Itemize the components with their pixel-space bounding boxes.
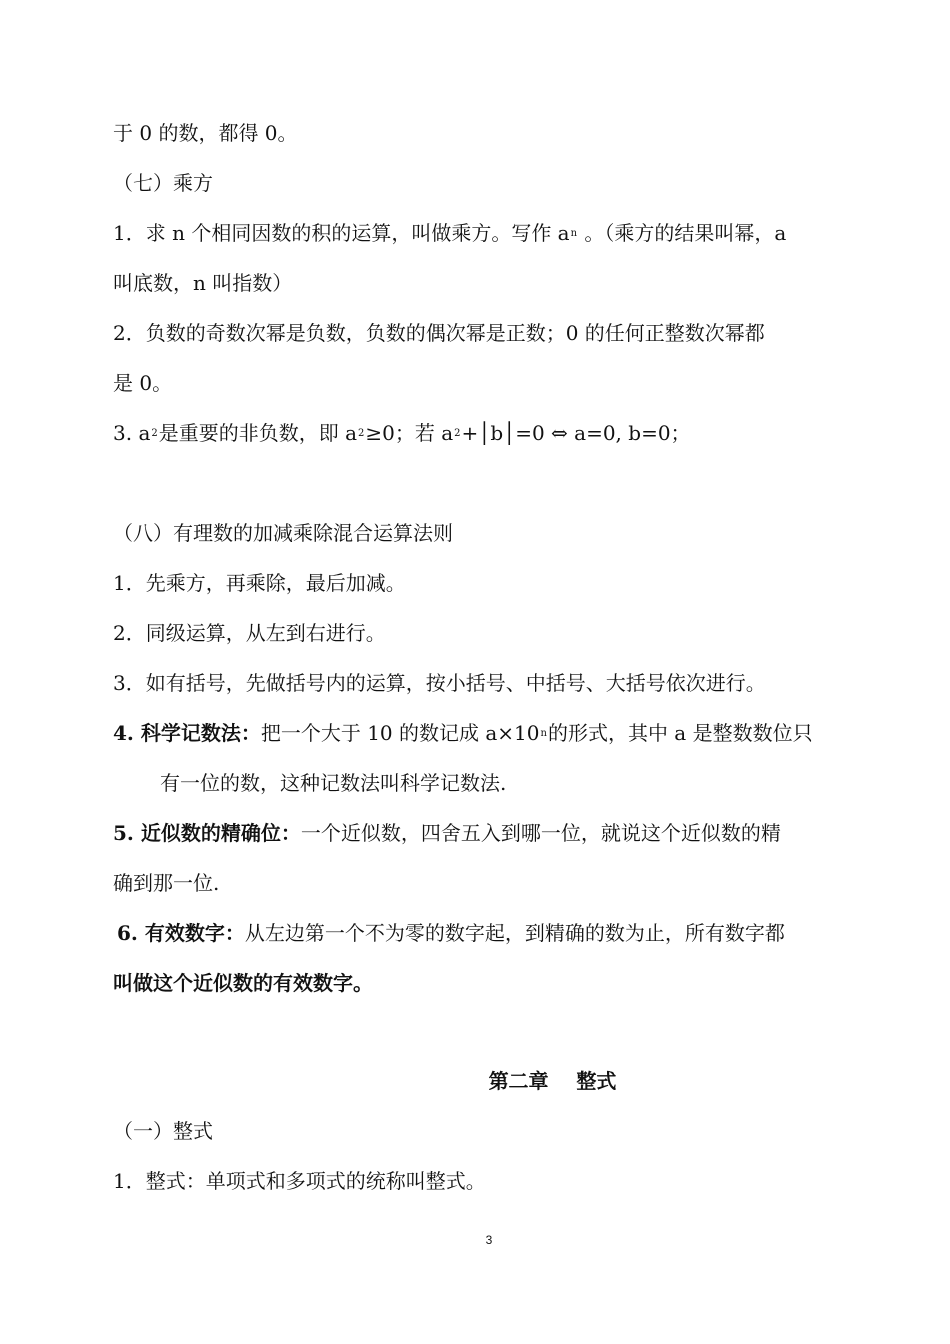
text-segment: 1．求 n 个相同因数的积的运算，叫做乘方。写作 a [113, 221, 570, 245]
text-segment: 的形式，其中 a 是整数数位只 [547, 721, 813, 745]
superscript: 2 [358, 428, 365, 439]
page-number: 3 [485, 1233, 493, 1247]
text-segment: 。（乘方的结果叫幂，a [578, 221, 787, 245]
text-line-13: 有一位的数，这种记数法叫科学记数法. [160, 771, 507, 795]
superscript: n [570, 228, 578, 239]
text-line-11: 3．如有括号，先做括号内的运算，按小括号、中括号、大括号依次进行。 [113, 671, 766, 695]
text-line-3 [113, 218, 786, 248]
section-heading-7: （七）乘方 [113, 171, 213, 195]
term-label: 4. 科学记数法： [113, 721, 261, 745]
term-label: 6. 有效数字： [117, 921, 245, 945]
text-line-19: 1．整式：单项式和多项式的统称叫整式。 [113, 1169, 486, 1193]
text-line-16 [117, 918, 785, 948]
text-line-7 [113, 418, 691, 448]
text-line-5: 2．负数的奇数次幂是负数，负数的偶次幂是正数；0 的任何正整数次幂都 [113, 321, 765, 345]
text-line-12 [113, 718, 813, 748]
text-line-15: 确到那一位. [113, 871, 220, 895]
text-line-9: 1．先乘方，再乘除，最后加减。 [113, 571, 406, 595]
text-segment: ≥0；若 a [365, 421, 454, 445]
text-line-17: 叫做这个近似数的有效数字。 [113, 971, 373, 995]
superscript: 2 [454, 428, 461, 439]
text-segment: +│b│=0 ⇔ a=0, b=0； [461, 421, 691, 445]
text-line-6: 是 0。 [113, 371, 173, 395]
text-segment: 从左边第一个不为零的数字起，到精确的数为止，所有数字都 [244, 921, 785, 945]
superscript: n [540, 728, 547, 739]
section-heading-1: （一）整式 [113, 1119, 213, 1143]
term-label: 5. 近似数的精确位： [113, 821, 301, 845]
text-line-1: 于 0 的数，都得 0。 [113, 121, 298, 145]
text-segment: 是重要的非负数，即 a [158, 421, 358, 445]
superscript: 2 [151, 428, 158, 439]
text-segment: 3. a [113, 421, 151, 445]
text-segment: 把一个大于 10 的数记成 a×10 [260, 721, 540, 745]
text-line-10: 2．同级运算，从左到右进行。 [113, 621, 386, 645]
text-segment: 一个近似数，四舍五入到哪一位，就说这个近似数的精 [300, 821, 781, 845]
chapter-title: 第二章 整式 [488, 1069, 617, 1093]
section-heading-8: （八）有理数的加减乘除混合运算法则 [113, 521, 453, 545]
text-line-14 [113, 818, 781, 848]
text-line-4: 叫底数，n 叫指数） [113, 271, 293, 295]
